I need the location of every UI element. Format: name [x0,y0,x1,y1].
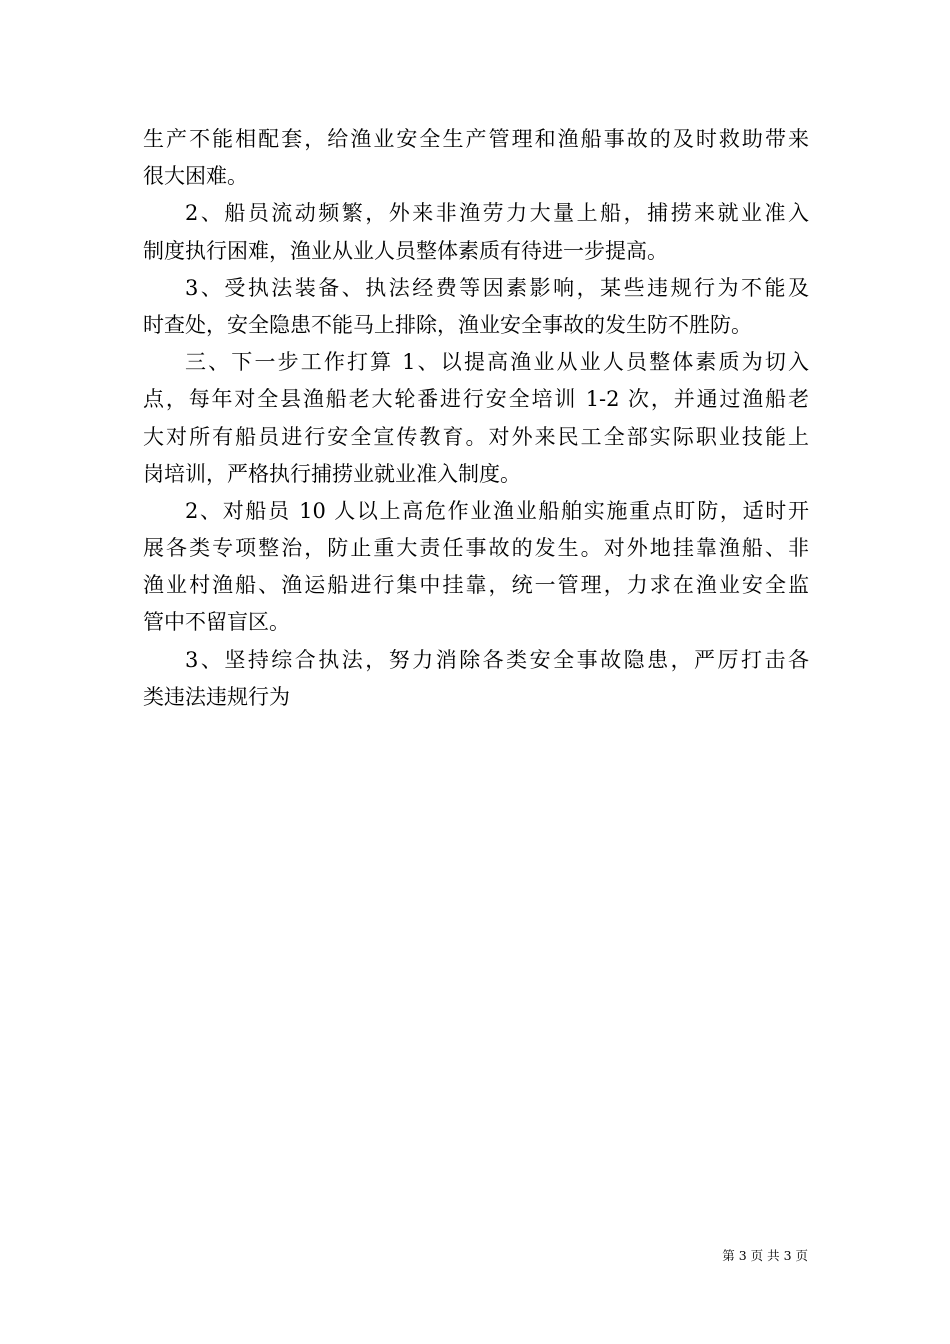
text-line: 大对所有船员进行安全宣传教育。对外来民工全部实际职业技能上 [143,424,809,449]
text-line: 很大困难。 [143,164,248,189]
text-line: 制度执行困难，渔业从业人员整体素质有待进一步提高。 [143,238,668,263]
page-number: 第 3 页 共 3 页 [722,1248,808,1263]
text-line: 渔业村渔船、渔运船进行集中挂靠，统一管理，力求在渔业安全监 [143,573,809,598]
text-line: 管中不留盲区。 [143,610,290,635]
text-line: 3、坚持综合执法，努力消除各类安全事故隐患，严厉打击各 [185,647,809,672]
text-line: 时查处，安全隐患不能马上排除，渔业安全事故的发生防不胜防。 [143,312,752,337]
text-line: 3、受执法装备、执法经费等因素影响，某些违规行为不能及 [185,275,809,300]
text-line: 展各类专项整治，防止重大责任事故的发生。对外地挂靠渔船、非 [143,536,809,561]
text-line: 三、下一步工作打算 1、以提高渔业从业人员整体素质为切入 [185,350,809,375]
text-line: 2、船员流动频繁，外来非渔劳力大量上船，捕捞来就业准入 [185,201,809,226]
body-text [143,121,809,716]
text-line: 生产不能相配套，给渔业安全生产管理和渔船事故的及时救助带来 [143,127,809,151]
text-line: 2、对船员 10 人以上高危作业渔业船舶实施重点盯防，适时开 [185,498,809,523]
text-line: 类违法违规行为 [143,684,290,709]
text-line: 岗培训，严格执行捕捞业就业准入制度。 [143,461,521,486]
text-line: 点，每年对全县渔船老大轮番进行安全培训 1-2 次，并通过渔船老 [143,387,809,412]
